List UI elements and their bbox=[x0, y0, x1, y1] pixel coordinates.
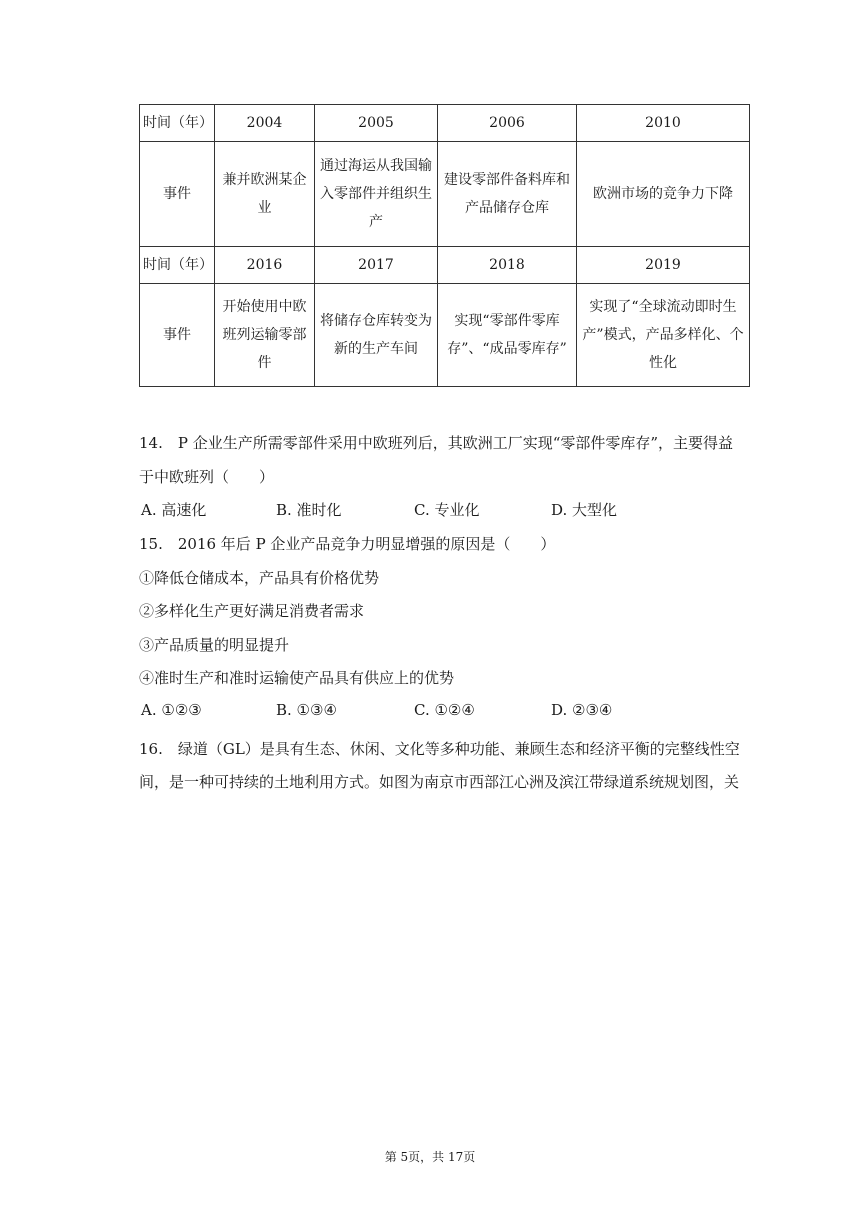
event-cell: 实现“零部件零库存”、“成品零库存” bbox=[438, 284, 577, 387]
q14-option-c: C. 专业化 bbox=[414, 501, 480, 519]
q15-option-a: A. ①②③ bbox=[141, 701, 202, 719]
event-cell: 欧洲市场的竞争力下降 bbox=[577, 142, 750, 247]
table-row bbox=[140, 247, 750, 284]
q15-option-b: B. ①③④ bbox=[276, 701, 337, 719]
year-cell: 2017 bbox=[315, 247, 438, 284]
q14-option-a: A. 高速化 bbox=[141, 501, 207, 519]
q15-option-d: D. ②③④ bbox=[551, 701, 613, 719]
q16-stem-line2: 间，是一种可持续的土地利用方式。如图为南京市西部江心洲及滨江带绿道系统规划图，关 bbox=[139, 773, 740, 791]
event-timeline-table bbox=[139, 104, 750, 387]
year-cell: 2019 bbox=[577, 247, 750, 284]
q15-item-3: ③产品质量的明显提升 bbox=[139, 636, 290, 654]
year-cell: 2006 bbox=[438, 105, 577, 142]
year-cell: 2005 bbox=[315, 105, 438, 142]
year-cell: 2010 bbox=[577, 105, 750, 142]
event-cell: 实现了“全球流动即时生产”模式，产品多样化、个性化 bbox=[577, 284, 750, 387]
table-row bbox=[140, 284, 750, 387]
row-label-cell: 时间（年） bbox=[140, 105, 215, 142]
q14-option-b: B. 准时化 bbox=[276, 501, 342, 519]
q15-item-4: ④准时生产和准时运输使产品具有供应上的优势 bbox=[139, 669, 455, 687]
table-row bbox=[140, 105, 750, 142]
q15-item-1: ①降低仓储成本，产品具有价格优势 bbox=[139, 569, 380, 587]
year-cell: 2004 bbox=[215, 105, 315, 142]
q14-stem-line2: 于中欧班列（ ） bbox=[139, 468, 275, 486]
year-cell: 2018 bbox=[438, 247, 577, 284]
row-label-cell: 时间（年） bbox=[140, 247, 215, 284]
q14-option-d: D. 大型化 bbox=[551, 501, 618, 519]
q15-item-2: ②多样化生产更好满足消费者需求 bbox=[139, 602, 365, 620]
row-label-cell: 事件 bbox=[140, 142, 215, 247]
event-cell: 开始使用中欧班列运输零部件 bbox=[215, 284, 315, 387]
q14-options bbox=[139, 499, 751, 521]
event-cell: 通过海运从我国输入零部件并组织生产 bbox=[315, 142, 438, 247]
q14-stem-line1: 14. P 企业生产所需零部件采用中欧班列后，其欧洲工厂实现“零部件零库存”，主要得益 bbox=[139, 434, 734, 452]
event-cell: 兼并欧洲某企业 bbox=[215, 142, 315, 247]
q15-stem: 15. 2016 年后 P 企业产品竞争力明显增强的原因是（ ） bbox=[139, 535, 556, 553]
q15-options bbox=[139, 701, 751, 723]
event-cell: 将储存仓库转变为新的生产车间 bbox=[315, 284, 438, 387]
page-footer: 第 5页，共 17页 bbox=[384, 1150, 476, 1164]
year-cell: 2016 bbox=[215, 247, 315, 284]
q16-stem-line1: 16. 绿道（GL）是具有生态、休闲、文化等多种功能、兼顾生态和经济平衡的完整线性空 bbox=[139, 740, 740, 758]
row-label-cell: 事件 bbox=[140, 284, 215, 387]
event-cell: 建设零部件备料库和产品储存仓库 bbox=[438, 142, 577, 247]
q15-option-c: C. ①②④ bbox=[414, 701, 475, 719]
table-row bbox=[140, 142, 750, 247]
